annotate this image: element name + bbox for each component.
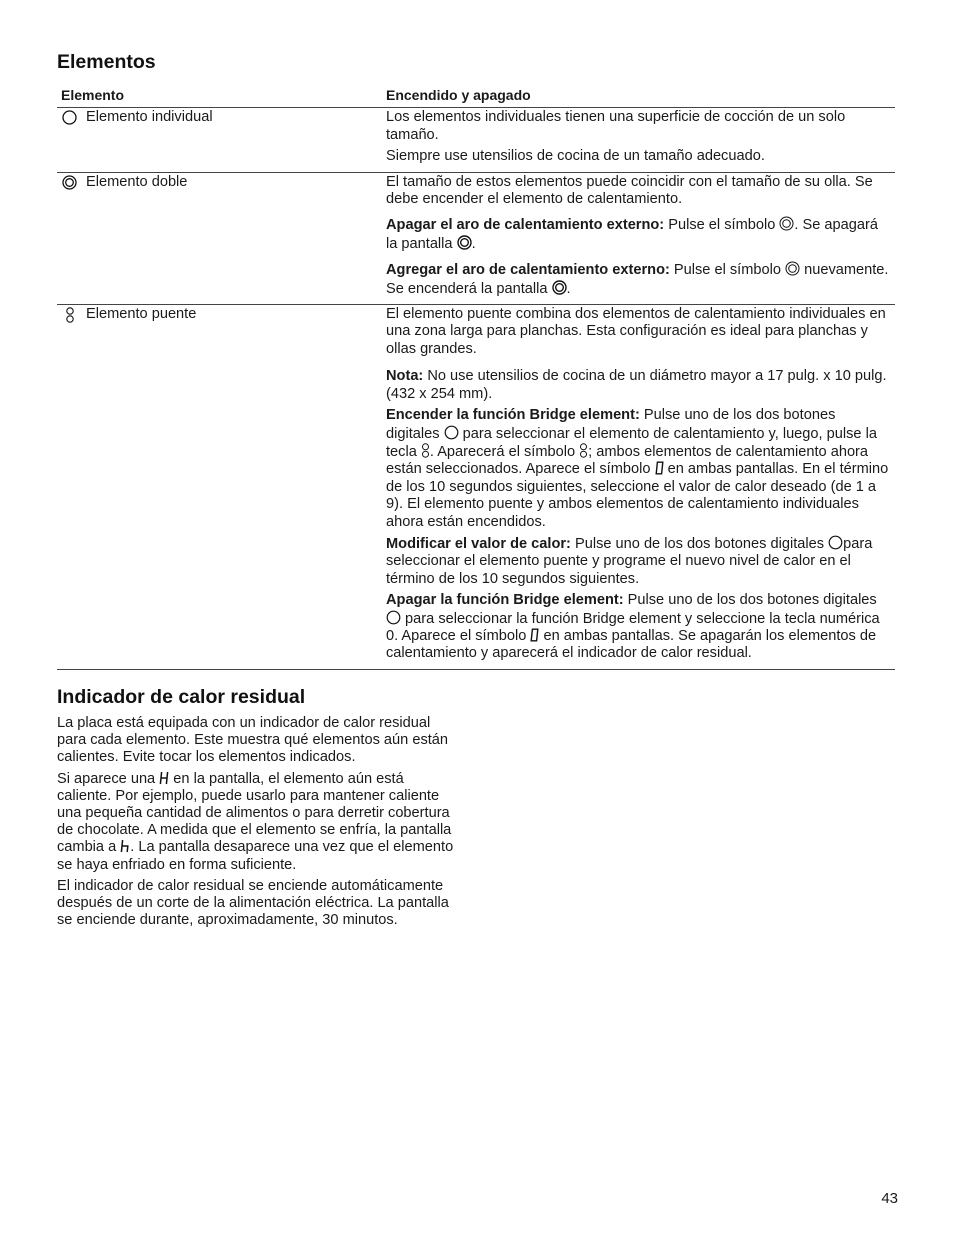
row1-paragraph-2: Siempre use utensilios de cocina de un tamaño adecuado. xyxy=(386,148,765,165)
double-ring-display-icon xyxy=(552,280,567,295)
text-run: . xyxy=(471,235,476,252)
element-name-label: Elemento doble xyxy=(86,173,188,190)
outer-ring-symbol-icon xyxy=(779,216,794,231)
digital-button-ring-icon xyxy=(386,610,401,625)
bold-lead: Nota: xyxy=(386,368,424,385)
page-number: 43 xyxy=(881,1190,898,1207)
element-name-cell xyxy=(61,174,378,191)
column-header-onoff: Encendido y apagado xyxy=(382,86,895,108)
text-run: en ambas pantallas. Se apagarán los elementos de calentamiento y aparecerá el indicador de calor residual. xyxy=(386,627,877,662)
table-row xyxy=(57,172,895,304)
text-run: . Aparecerá el símbolo xyxy=(429,443,580,460)
residual-heat-text xyxy=(57,715,462,933)
row2-paragraph-3 xyxy=(386,261,891,298)
single-ring-icon xyxy=(61,109,78,125)
text-run: Si aparece una xyxy=(57,770,160,787)
display-h-lower-icon xyxy=(120,839,130,853)
bold-lead: Apagar el aro de calentamiento externo: xyxy=(386,217,665,234)
bold-lead: Modificar el valor de calor: xyxy=(386,535,571,552)
element-name-label: Elemento puente xyxy=(86,306,197,323)
text-run: para seleccionar la función Bridge element y seleccione la tecla numérica 0. Aparece el símbolo xyxy=(386,610,880,644)
row3-paragraph-2 xyxy=(386,368,891,403)
text-run: en la pantalla, el elemento aún está caliente. Por ejemplo, puede usarlo para mantener caliente una pequeña cantidad de alimentos o para derretir cobertura de chocolate. A medida que el elemento se enfría, la pantalla cambia a xyxy=(57,770,452,856)
row2-paragraph-2 xyxy=(386,216,891,253)
element-name-label: Elemento individual xyxy=(86,109,213,126)
row3-paragraph-4 xyxy=(386,535,891,588)
display-zero-icon xyxy=(655,461,664,475)
row1-paragraph-1: Los elementos individuales tienen una superficie de cocción de un solo tamaño. xyxy=(386,109,846,143)
outer-ring-symbol-icon xyxy=(785,261,800,276)
row3-paragraph-5 xyxy=(386,592,891,663)
display-h-upper-icon xyxy=(159,771,169,785)
table-row xyxy=(57,108,895,172)
table-row xyxy=(57,305,895,670)
digital-button-ring-icon xyxy=(828,535,843,550)
text-run: para seleccionar el elemento puente y programe el nuevo nivel de calor en el término de los 10 segundos siguientes. xyxy=(386,535,873,587)
text-run: . La pantalla desaparece una vez que el elemento se haya enfriado en forma suficiente. xyxy=(57,839,454,873)
text-run: Pulse uno de los dos botones digitales xyxy=(570,535,829,552)
text-run: para seleccionar el elemento de calentamiento y, luego, pulse la tecla xyxy=(386,425,877,460)
bold-lead: Encender la función Bridge element: xyxy=(386,407,640,424)
text-run: No use utensilios de cocina de un diámetro mayor a 17 pulg. x 10 pulg. (432 x 254 mm). xyxy=(386,368,887,402)
text-run: en ambas pantallas. En el término de los 10 segundos siguientes, seleccione el valor de calor deseado (de 1 a 9). El elemento puente y ambos elementos de calentamiento individuales ahora están encendidos. xyxy=(386,461,889,530)
text-run: . Se apagará la pantalla xyxy=(386,217,878,252)
row2-paragraph-1: El tamaño de estos elementos puede coincidir con el tamaño de su olla. Se debe encender el elemento de calentamiento. xyxy=(386,173,873,208)
digital-button-ring-icon xyxy=(444,425,459,440)
column-header-element: Elemento xyxy=(57,86,382,108)
table-header-row xyxy=(57,86,895,108)
section-title-residual-heat: Indicador de calor residual xyxy=(57,686,306,708)
elements-table xyxy=(57,86,895,670)
residual-paragraph-2 xyxy=(57,771,462,874)
text-run: Pulse el símbolo xyxy=(669,262,786,279)
bold-lead: Apagar la función Bridge element: xyxy=(386,592,624,609)
section-title-elementos: Elementos xyxy=(57,51,156,73)
text-run: Pulse el símbolo xyxy=(664,217,780,234)
text-run: Pulse uno de los dos botones digitales xyxy=(386,407,836,442)
double-ring-display-icon xyxy=(457,235,472,250)
row3-paragraph-3 xyxy=(386,407,891,531)
text-run: . xyxy=(566,280,571,297)
element-name-cell xyxy=(61,109,378,126)
bridge-symbol-icon xyxy=(579,443,588,458)
text-run: ; ambos elementos de calentamiento ahora están seleccionados. Aparece el símbolo xyxy=(386,443,869,478)
text-run: Pulse uno de los dos botones digitales xyxy=(623,592,877,609)
double-ring-icon xyxy=(61,174,78,190)
residual-paragraph-3: El indicador de calor residual se enciende automáticamente después de un corte de la alimentación eléctrica. La pantalla se enciende durante, aproximadamente, 30 minutos. xyxy=(57,877,449,929)
bridge-key-icon xyxy=(421,443,430,458)
row3-paragraph-1: El elemento puente combina dos elementos de calentamiento individuales en una zona larga para planchas. Esta configuración es ideal para planchas y ollas grandes. xyxy=(386,306,886,357)
bridge-element-icon xyxy=(61,306,78,323)
bold-lead: Agregar el aro de calentamiento externo: xyxy=(386,262,670,279)
text-run: nuevamente. Se encenderá la pantalla xyxy=(386,262,889,297)
element-name-cell xyxy=(61,306,378,323)
residual-paragraph-1: La placa está equipada con un indicador de calor residual para cada elemento. Este muestra qué elementos aún están calientes. Evite tocar los elementos indicados. xyxy=(57,715,449,766)
